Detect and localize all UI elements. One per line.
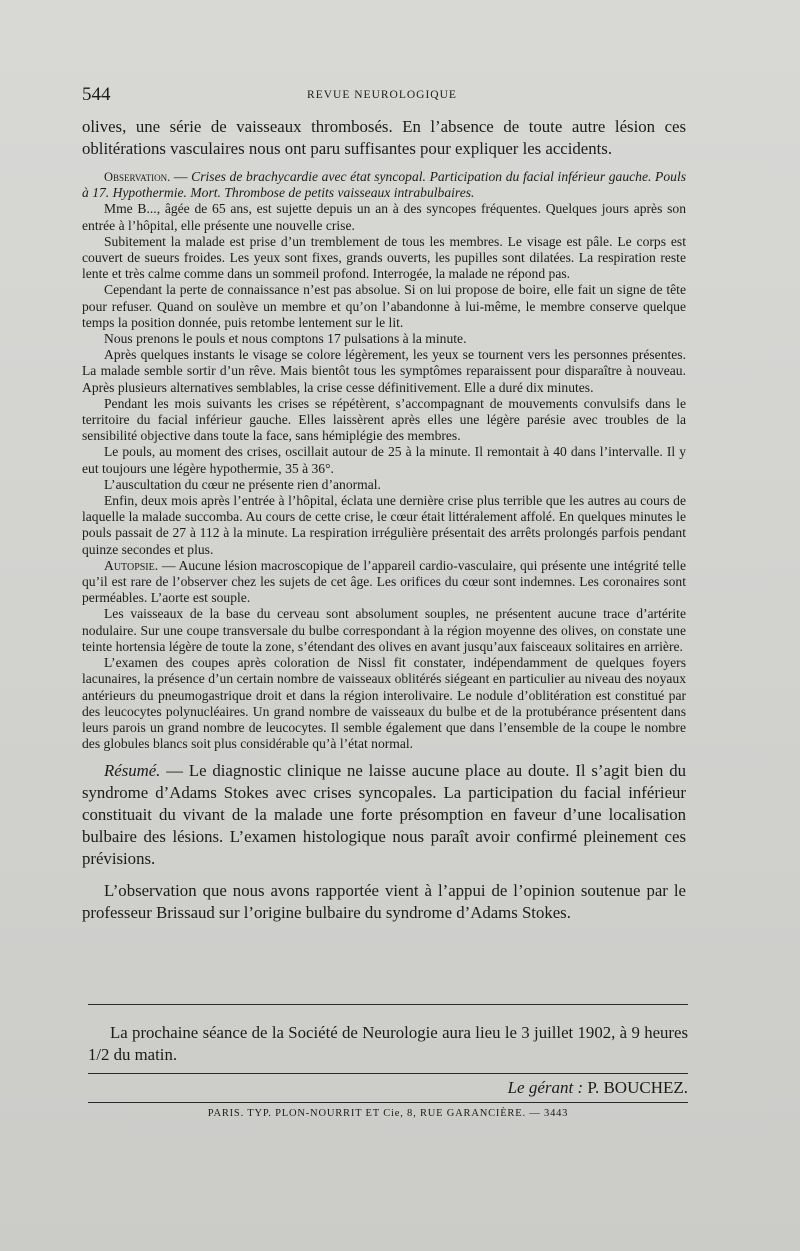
publisher-signature — [508, 1078, 688, 1098]
observation-dash: — — [170, 169, 192, 184]
paragraph-summary — [82, 760, 686, 870]
paragraph-patient: Mme B..., âgée de 65 ans, est sujette depuis un an à des syncopes fréquentes. Quelques jours après son entrée à l’hôpital, elle présente une nouvelle crise. — [82, 201, 686, 233]
printer-imprint: PARIS. TYP. PLON-NOURRIT ET Cie, 8, RUE GARANCIÈRE. — 3443 — [207, 1108, 569, 1119]
paragraph-months: Pendant les mois suivants les crises se répétèrent, s’accompagnant de mouvements convulsifs dans le territoire du facial inférieur gauche. Elles laissèrent après elles une légère parésie avec troubles de la sensibilité objective dans toute la face, sans hémiplégie des membres. — [82, 395, 686, 444]
observation-heading — [82, 169, 686, 201]
paragraph-vessels: Les vaisseaux de la base du cerveau sont absolument souples, ne présentent aucune trace d’artérite nodulaire. Sur une coupe transversale du bulbe correspondant à la région moyenne des olives, on constate une teinte hortensia légère de toute la zone, s’étendant des olives en avant jusqu’aux faisceaux solitaires en arrière. — [82, 606, 686, 654]
separator-bottom — [88, 1102, 688, 1103]
paragraph-crisis: Subitement la malade est prise d’un tremblement de tous les membres. Le visage est pâle. Le corps est couvert de sueurs froides. Les yeux sont fixes, grands ouverts, les pupilles sont dilatées. La respiration reste lente et très calme comme dans un sommeil profond. Interrogée, la malade ne répond pas. — [82, 233, 686, 282]
paragraph-conclusion: L’observation que nous avons rapportée vient à l’appui de l’opinion soutenue par le professeur Brissaud sur l’origine bulbaire du syndrome d’Adams Stokes. — [82, 881, 686, 923]
article-body — [82, 116, 686, 924]
paragraph-auscultation: L’auscultation du cœur ne présente rien d’anormal. — [104, 476, 381, 492]
separator-middle — [88, 1073, 688, 1074]
paragraph-final-crisis: Enfin, deux mois après l’entrée à l’hôpital, éclata une dernière crise plus terrible que les autres au cours de laquelle la malade succomba. Au cours de cette crise, le cœur était littéralement affolé. En quelques minutes le pouls passait de 27 à 112 à la minute. La respiration irrégulière présentait des arrêts prolongés parfois pendant quinze secondes et plus. — [82, 493, 686, 557]
page-header — [82, 84, 682, 108]
paragraph-pulse-interval: Le pouls, au moment des crises, oscillait autour de 25 à la minute. Il remontait à 40 dans l’intervalle. Il y eut toujours une légère hypothermie, 35 à 36°. — [82, 444, 686, 476]
observation-label: Observation. — [104, 170, 171, 184]
session-notice: La prochaine séance de la Société de Neurologie aura lieu le 3 juillet 1902, à 9 heures 1/2 du matin. — [88, 1023, 688, 1064]
paragraph-consciousness: Cependant la perte de connaissance n’est pas absolue. Si on lui propose de boire, elle fait un signe de tête pour refuser. Quand on soulève un membre et qu’on l’abandonne à lui-même, le membre conserve quelque temps la position donnée, puis retombe lentement sur le lit. — [82, 282, 686, 330]
summary-label: Résumé. — [104, 761, 161, 781]
running-title: REVUE NEUROLOGIQUE — [307, 89, 457, 101]
paragraph-histology: L’examen des coupes après coloration de Nissl fit constater, indépendamment de quelques foyers lacunaires, la présence d’un certain nombre de vaisseaux oblitérés siégeant en particulier au niveau des noyaux antérieurs du pneumogastrique droit et dans la région interolivaire. Le nodule d’oblitération est constitué par des leucocytes polynucléaires. Un grand nombre de vaisseaux du bulbe et de la protubérance présentent dans leurs parois un grand nombre de leucocytes. Il semble également que dans l’ensemble de la coupe le nombre des globules blancs soit plus considérable qu’à l’état normal. — [82, 655, 686, 752]
paragraph-recovery: Après quelques instants le visage se colore légèrement, les yeux se tournent vers les personnes présentes. La malade semble sortir d’un rêve. Mais bientôt tous les symptômes reparaissent pour disparaître à nouveau. Après plusieurs alternatives semblables, la crise cesse définitivement. Elle a duré dix minutes. — [82, 347, 686, 395]
paragraph-intro: olives, une série de vaisseaux thrombosés. En l’absence de toute autre lésion ces oblitérations vasculaires nous ont paru suffisantes pour expliquer les accidents. — [82, 117, 686, 158]
paragraph-pulse: Nous prenons le pouls et nous comptons 17 pulsations à la minute. — [104, 331, 467, 347]
autopsy-label: Autopsie. — [104, 557, 159, 573]
observation-title: Crises de brachycardie avec état syncopal. Participation du facial inférieur gauche. Pouls à 17. Hypothermie. Mort. Thrombose de petits vaisseaux intrabulbaires. — [82, 169, 687, 201]
paragraph-autopsy — [82, 558, 686, 607]
separator-top — [88, 1004, 688, 1005]
gerant-name: P. BOUCHEZ. — [583, 1078, 688, 1097]
page-number: 544 — [82, 84, 111, 105]
autopsy-text: — Aucune lésion macroscopique de l’appareil cardio-vasculaire, qui présente une intégrité telle qu’il est rare de l’observer chez les sujets de cet âge. Les orifices du cœur sont indemnes. Les coronaires sont perméables. L’aorte est souple. — [82, 557, 686, 606]
summary-text: — Le diagnostic clinique ne laisse aucune place au doute. Il s’agit bien du syndrome d’Adams Stokes avec crises syncopales. La participation du facial inférieur constituait du vivant de la malade une forte présomption en faveur d’une localisation bulbaire des lésions. L’examen histologique nous paraît avoir confirmé pleinement ces prévisions. — [82, 761, 686, 869]
gerant-label: Le gérant : — [507, 1078, 584, 1097]
